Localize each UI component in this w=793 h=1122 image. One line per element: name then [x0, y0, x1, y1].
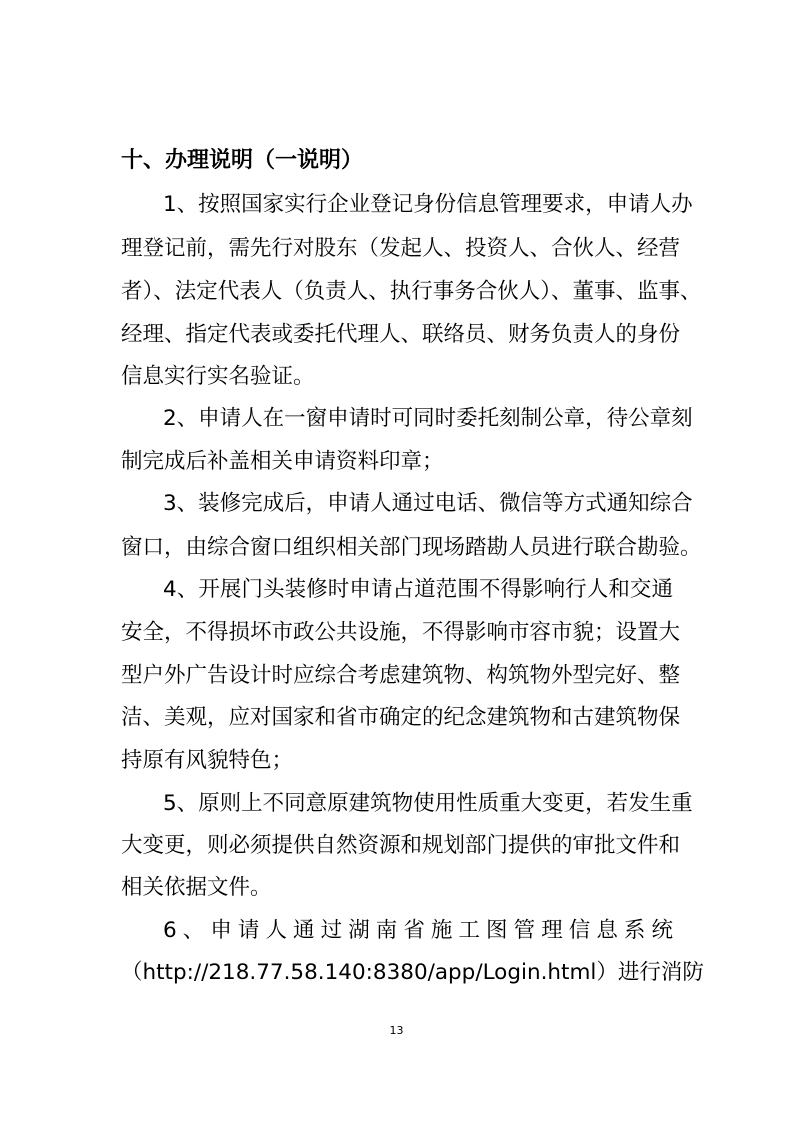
paragraph-3-line-1: 3、装修完成后，申请人通过电话、微信等方式通知综合 [163, 491, 693, 516]
paragraph-1-line-2: 理登记前，需先行对股东（发起人、投资人、合伙人、经营 [121, 236, 681, 261]
paragraph-2-line-1: 2、申请人在一窗申请时可同时委托刻制公章，待公章刻 [163, 406, 693, 431]
paragraph-1-line-5: 信息实行实名验证。 [121, 364, 315, 389]
page-number: 13 [389, 1024, 404, 1037]
paragraph-4-line-5: 持原有风貌特色； [121, 748, 294, 773]
paragraph-4-line-3: 型户外广告设计时应综合考虑建筑物、构筑物外型完好、整 [121, 663, 681, 688]
section-heading: 十、办理说明（一说明） [121, 148, 364, 173]
paragraph-4-line-2: 安全，不得损坏市政公共设施，不得影响市容市貌；设置大 [121, 620, 681, 645]
paragraph-6-line-2: （http://218.77.58.140:8380/app/Login.html）进行消防 [121, 960, 704, 985]
paragraph-5-line-2: 大变更，则必须提供自然资源和规划部门提供的审批文件和 [121, 833, 681, 858]
paragraph-5-line-3: 相关依据文件。 [121, 875, 272, 900]
paragraph-4-line-4: 洁、美观，应对国家和省市确定的纪念建筑物和古建筑物保 [121, 705, 681, 730]
paragraph-3-line-2: 窗口，由综合窗口组织相关部门现场踏勘人员进行联合勘验。 [121, 535, 702, 560]
paragraph-1-line-4: 经理、指定代表或委托代理人、联络员、财务负责人的身份 [121, 322, 681, 347]
paragraph-1-line-1: 1、按照国家实行企业登记身份信息管理要求，申请人办 [163, 192, 693, 217]
paragraph-2-line-2: 制完成后补盖相关申请资料印章； [121, 449, 444, 474]
paragraph-6-line-1: 6、申请人通过湖南省施工图管理信息系统 [163, 918, 673, 943]
paragraph-1-line-3: 者）、法定代表人（负责人、执行事务合伙人）、董事、监事、 [121, 279, 702, 304]
paragraph-5-line-1: 5、原则上不同意原建筑物使用性质重大变更，若发生重 [163, 791, 693, 816]
paragraph-4-line-1: 4、开展门头装修时申请占道范围不得影响行人和交通 [163, 577, 673, 602]
